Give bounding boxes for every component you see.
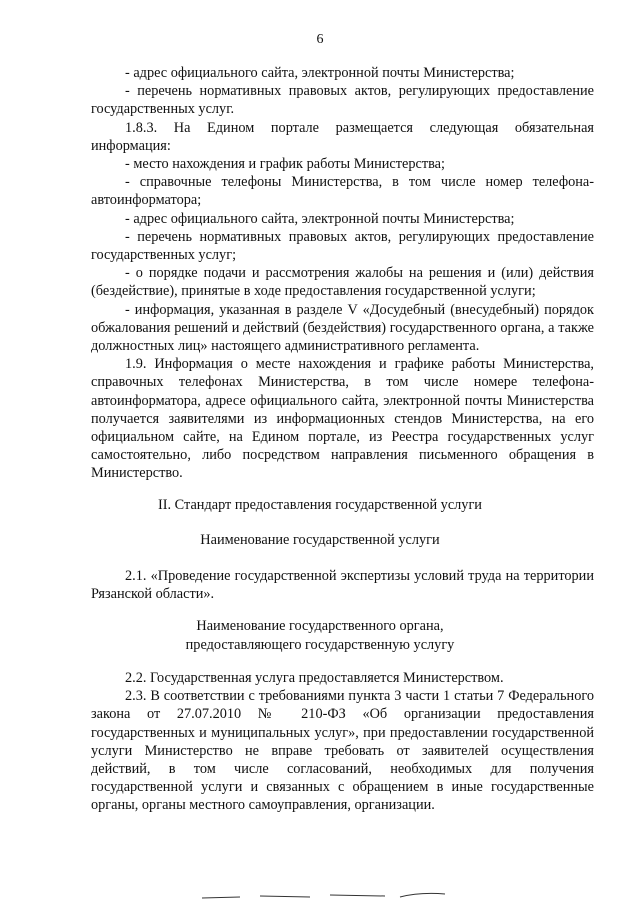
subheading-authority-line1: Наименование государственного органа, [196,618,444,634]
scan-mark [200,890,460,902]
page-number: 6 [316,32,324,47]
text-block-authority [91,669,594,815]
paragraph: - информация, указанная в разделе V «Досудебный (внесудебный) порядок обжалования решений и действий (бездействия) государственного органа, а также должностных лиц» настоящего административного регламента. [91,301,594,355]
paragraph: 1.8.3. На Едином портале размещается следующая обязательная информация: [91,119,594,154]
subheading-service-name: Наименование государственной услуги [200,532,440,548]
paragraph: 2.3. В соответствии с требованиями пункта 3 части 1 статьи 7 Федерального закона от 27.07.2010 № 210-ФЗ «Об организации предоставления государственных и муниципальных услуг», при предоставлении государственной услуги Министерство не вправе требовать от заявителей осуществления действий, в том числе согласований, необходимых для получения государственной услуги и связанных с обращением в иные государственные органы, органы местного самоуправления, организации. [91,688,594,814]
paragraph: - перечень нормативных правовых актов, регулирующих предоставление государственных услуг. [91,83,594,118]
paragraph: - перечень нормативных правовых актов, регулирующих предоставление государственных услуг; [91,228,594,264]
paragraph: - адрес официального сайта, электронной почты Министерства; [125,210,515,227]
paragraph: - справочные телефоны Министерства, в том числе номер телефона-автоинформатора; [91,174,594,209]
paragraph: 2.2. Государственная услуга предоставляется Министерством. [125,670,504,686]
subheading-authority-line2: предоставляющего государственную услугу [185,637,455,653]
paragraph: - о порядке подачи и рассмотрения жалобы на решения и (или) действия (бездействие), принятые в ходе предоставления государственной услуги; [91,265,594,300]
section-heading: II. Стандарт предоставления государственной услуги [158,497,482,513]
paragraph: 1.9. Информация о месте нахождения и графике работы Министерства, справочных телефонах Министерства, в том числе номере телефона-автоинформатора, адресе официального сайта, электронной почты Министерства получается заявителями из информационных стендов Министерства, на его официальном сайте, на Едином портале, из Реестра государственных услуг самостоятельно, либо посредством направления письменного обращения в Министерство. [91,356,594,482]
text-block-information-list [91,64,594,483]
paragraph: - адрес официального сайта, электронной почты Министерства; [125,65,515,81]
paragraph: 2.1. «Проведение государственной экспертизы условий труда на территории Рязанской области». [91,568,594,603]
text-block-service-name [91,567,594,603]
paragraph: - место нахождения и график работы Министерства; [125,156,445,173]
